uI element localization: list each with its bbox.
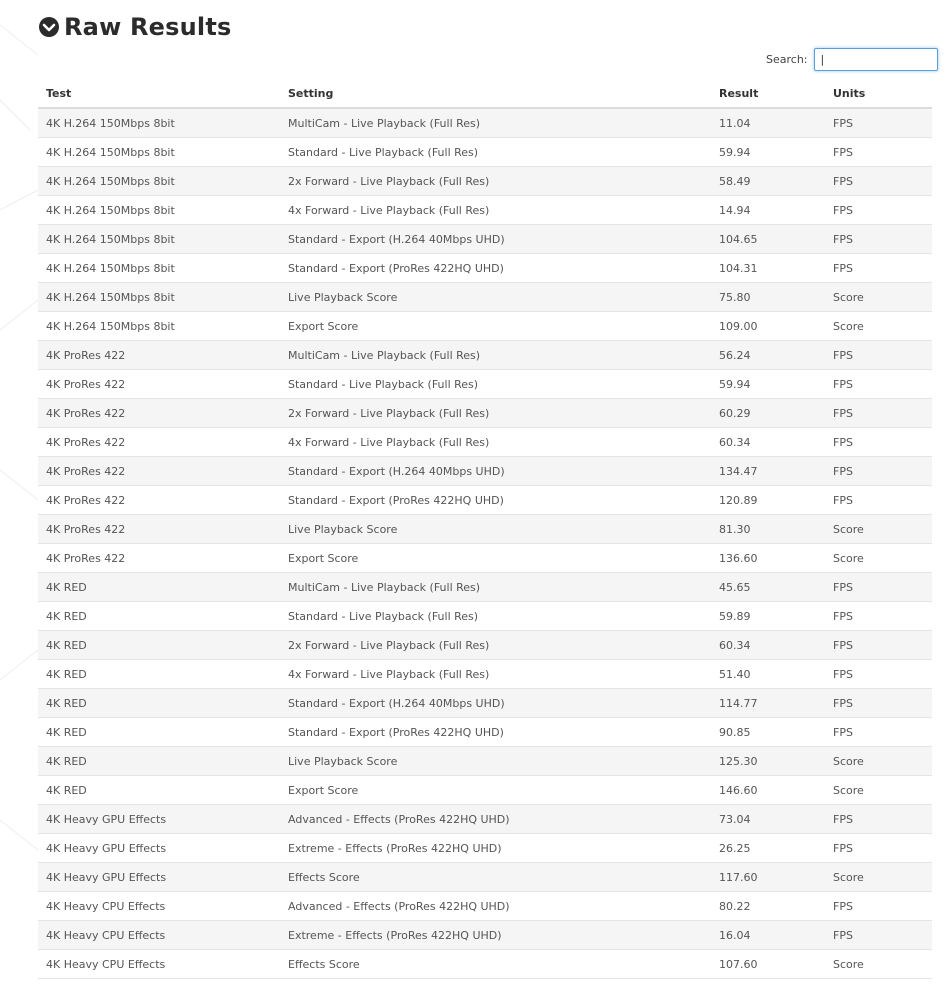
cell-setting: 2x Forward - Live Playback (Full Res): [280, 167, 711, 196]
cell-units: Score: [825, 747, 932, 776]
cell-test: 4K RED: [38, 747, 280, 776]
cell-test: 4K H.264 150Mbps 8bit: [38, 138, 280, 167]
table-row: [38, 341, 932, 370]
table-row: [38, 428, 932, 457]
cell-result: 120.89: [711, 486, 825, 515]
cell-units: FPS: [825, 486, 932, 515]
cell-setting: Export Score: [280, 776, 711, 805]
cell-test: 4K ProRes 422: [38, 457, 280, 486]
cell-test: 4K H.264 150Mbps 8bit: [38, 108, 280, 138]
cell-result: 26.25: [711, 834, 825, 863]
table-row: [38, 399, 932, 428]
cell-test: 4K RED: [38, 660, 280, 689]
table-row: [38, 776, 932, 805]
cell-setting: Extreme - Effects (ProRes 422HQ UHD): [280, 834, 711, 863]
table-row: [38, 544, 932, 573]
cell-result: 114.77: [711, 689, 825, 718]
cell-units: FPS: [825, 138, 932, 167]
cell-result: 75.80: [711, 283, 825, 312]
cell-units: FPS: [825, 370, 932, 399]
cell-units: FPS: [825, 428, 932, 457]
table-row: [38, 515, 932, 544]
cell-setting: Live Playback Score: [280, 515, 711, 544]
cell-units: Score: [825, 283, 932, 312]
cell-test: 4K Heavy CPU Effects: [38, 892, 280, 921]
cell-result: 59.89: [711, 602, 825, 631]
cell-units: Score: [825, 863, 932, 892]
cell-units: FPS: [825, 921, 932, 950]
cell-result: 59.94: [711, 138, 825, 167]
cell-result: 90.85: [711, 718, 825, 747]
table-header-row: [38, 80, 932, 108]
cell-test: 4K Heavy GPU Effects: [38, 805, 280, 834]
cell-setting: Standard - Live Playback (Full Res): [280, 370, 711, 399]
cell-units: FPS: [825, 573, 932, 602]
cell-units: FPS: [825, 602, 932, 631]
cell-result: 56.24: [711, 341, 825, 370]
cell-result: 45.65: [711, 573, 825, 602]
cell-units: FPS: [825, 457, 932, 486]
cell-setting: Standard - Live Playback (Full Res): [280, 138, 711, 167]
cell-setting: 4x Forward - Live Playback (Full Res): [280, 428, 711, 457]
cell-test: 4K ProRes 422: [38, 544, 280, 573]
cell-result: 16.04: [711, 921, 825, 950]
cell-setting: 4x Forward - Live Playback (Full Res): [280, 196, 711, 225]
table-row: [38, 573, 932, 602]
cell-test: 4K ProRes 422: [38, 370, 280, 399]
results-table: [38, 80, 932, 979]
table-row: [38, 950, 932, 979]
cell-units: Score: [825, 515, 932, 544]
cell-test: 4K RED: [38, 631, 280, 660]
cell-setting: Effects Score: [280, 950, 711, 979]
table-row: [38, 631, 932, 660]
cell-setting: Advanced - Effects (ProRes 422HQ UHD): [280, 805, 711, 834]
search-label: Search:: [766, 53, 808, 66]
table-row: [38, 602, 932, 631]
table-row: [38, 486, 932, 515]
cell-setting: Standard - Export (H.264 40Mbps UHD): [280, 225, 711, 254]
table-row: [38, 283, 932, 312]
cell-test: 4K ProRes 422: [38, 399, 280, 428]
cell-result: 59.94: [711, 370, 825, 399]
table-row: [38, 892, 932, 921]
page-title: Raw Results: [64, 13, 232, 41]
cell-setting: MultiCam - Live Playback (Full Res): [280, 573, 711, 602]
column-header-test[interactable]: Test: [38, 80, 280, 108]
table-row: [38, 312, 932, 341]
cell-test: 4K H.264 150Mbps 8bit: [38, 312, 280, 341]
cell-result: 60.34: [711, 428, 825, 457]
cell-setting: Export Score: [280, 544, 711, 573]
cell-result: 14.94: [711, 196, 825, 225]
cell-result: 107.60: [711, 950, 825, 979]
table-row: [38, 718, 932, 747]
table-row: [38, 921, 932, 950]
cell-test: 4K RED: [38, 573, 280, 602]
cell-setting: MultiCam - Live Playback (Full Res): [280, 341, 711, 370]
cell-units: FPS: [825, 341, 932, 370]
cell-setting: Standard - Export (ProRes 422HQ UHD): [280, 486, 711, 515]
cell-setting: Export Score: [280, 312, 711, 341]
column-header-setting[interactable]: Setting: [280, 80, 711, 108]
cell-test: 4K RED: [38, 689, 280, 718]
table-row: [38, 834, 932, 863]
cell-result: 104.31: [711, 254, 825, 283]
cell-units: FPS: [825, 108, 932, 138]
cell-units: FPS: [825, 805, 932, 834]
cell-test: 4K ProRes 422: [38, 428, 280, 457]
cell-test: 4K H.264 150Mbps 8bit: [38, 196, 280, 225]
cell-setting: MultiCam - Live Playback (Full Res): [280, 108, 711, 138]
cell-units: FPS: [825, 399, 932, 428]
cell-test: 4K ProRes 422: [38, 341, 280, 370]
cell-test: 4K H.264 150Mbps 8bit: [38, 167, 280, 196]
cell-setting: 2x Forward - Live Playback (Full Res): [280, 399, 711, 428]
table-row: [38, 805, 932, 834]
table-row: [38, 167, 932, 196]
cell-setting: Standard - Export (ProRes 422HQ UHD): [280, 718, 711, 747]
cell-result: 136.60: [711, 544, 825, 573]
cell-units: FPS: [825, 631, 932, 660]
cell-result: 104.65: [711, 225, 825, 254]
cell-test: 4K RED: [38, 776, 280, 805]
cell-setting: 4x Forward - Live Playback (Full Res): [280, 660, 711, 689]
table-row: [38, 108, 932, 138]
cell-units: FPS: [825, 254, 932, 283]
cell-result: 80.22: [711, 892, 825, 921]
cell-setting: Live Playback Score: [280, 283, 711, 312]
cell-test: 4K H.264 150Mbps 8bit: [38, 283, 280, 312]
table-row: [38, 225, 932, 254]
column-header-units[interactable]: Units: [825, 80, 932, 108]
table-row: [38, 138, 932, 167]
cell-result: 11.04: [711, 108, 825, 138]
section-header[interactable]: [38, 11, 232, 43]
cell-result: 73.04: [711, 805, 825, 834]
cell-result: 60.29: [711, 399, 825, 428]
table-row: [38, 863, 932, 892]
cell-test: 4K ProRes 422: [38, 486, 280, 515]
search-box: [766, 48, 938, 71]
cell-result: 109.00: [711, 312, 825, 341]
cell-result: 117.60: [711, 863, 825, 892]
cell-result: 58.49: [711, 167, 825, 196]
cell-units: Score: [825, 776, 932, 805]
cell-setting: 2x Forward - Live Playback (Full Res): [280, 631, 711, 660]
table-row: [38, 254, 932, 283]
table-body: [38, 108, 932, 979]
cell-test: 4K H.264 150Mbps 8bit: [38, 225, 280, 254]
cell-units: FPS: [825, 689, 932, 718]
table-row: [38, 457, 932, 486]
cell-setting: Standard - Export (H.264 40Mbps UHD): [280, 689, 711, 718]
cell-test: 4K Heavy CPU Effects: [38, 921, 280, 950]
table-row: [38, 747, 932, 776]
cell-setting: Extreme - Effects (ProRes 422HQ UHD): [280, 921, 711, 950]
cell-result: 60.34: [711, 631, 825, 660]
cell-test: 4K RED: [38, 602, 280, 631]
cell-setting: Live Playback Score: [280, 747, 711, 776]
table-row: [38, 689, 932, 718]
cell-test: 4K Heavy GPU Effects: [38, 834, 280, 863]
column-header-result[interactable]: Result: [711, 80, 825, 108]
cell-setting: Standard - Export (H.264 40Mbps UHD): [280, 457, 711, 486]
table-row: [38, 196, 932, 225]
cell-units: FPS: [825, 834, 932, 863]
cell-result: 134.47: [711, 457, 825, 486]
cell-result: 146.60: [711, 776, 825, 805]
cell-test: 4K RED: [38, 718, 280, 747]
table-row: [38, 660, 932, 689]
cell-test: 4K Heavy CPU Effects: [38, 950, 280, 979]
cell-units: Score: [825, 950, 932, 979]
cell-units: FPS: [825, 225, 932, 254]
cell-result: 51.40: [711, 660, 825, 689]
cell-units: Score: [825, 544, 932, 573]
cell-units: FPS: [825, 718, 932, 747]
cell-units: FPS: [825, 892, 932, 921]
cell-test: 4K H.264 150Mbps 8bit: [38, 254, 280, 283]
table-row: [38, 370, 932, 399]
cell-setting: Standard - Export (ProRes 422HQ UHD): [280, 254, 711, 283]
cell-units: FPS: [825, 660, 932, 689]
cell-result: 125.30: [711, 747, 825, 776]
cell-test: 4K ProRes 422: [38, 515, 280, 544]
search-input[interactable]: [814, 48, 938, 71]
cell-units: FPS: [825, 167, 932, 196]
cell-setting: Advanced - Effects (ProRes 422HQ UHD): [280, 892, 711, 921]
cell-units: FPS: [825, 196, 932, 225]
chevron-down-circle-icon[interactable]: [38, 16, 60, 38]
cell-setting: Effects Score: [280, 863, 711, 892]
cell-result: 81.30: [711, 515, 825, 544]
cell-setting: Standard - Live Playback (Full Res): [280, 602, 711, 631]
cell-units: Score: [825, 312, 932, 341]
cell-test: 4K Heavy GPU Effects: [38, 863, 280, 892]
